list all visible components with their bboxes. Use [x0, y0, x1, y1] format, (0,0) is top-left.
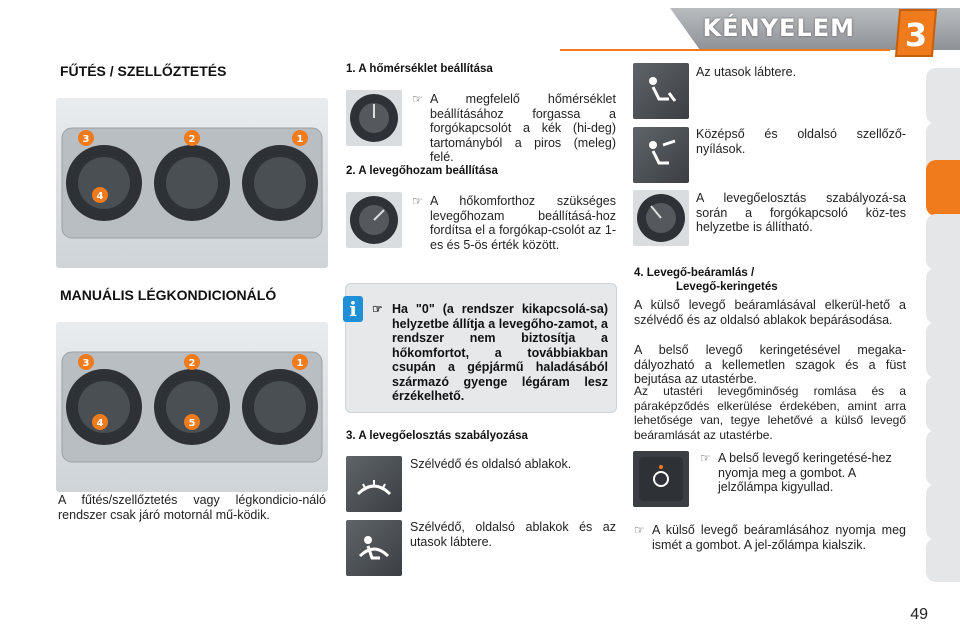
ac-panel-photo: [56, 322, 328, 492]
bullet-icon: ☞: [700, 451, 711, 465]
tab-chapter-4[interactable]: [926, 214, 960, 270]
feet-vent-icon: [633, 63, 689, 119]
info-icon: i: [343, 296, 363, 322]
distribution-knob-image: [633, 190, 689, 246]
item1-text: A megfelelő hőmérséklet beállításához forgassa a forgókapcsolót a kék (hi-deg) tartományból a piros (meleg) felé.: [430, 92, 616, 164]
bullet-icon: ☞: [634, 523, 645, 537]
tab-chapter-10[interactable]: [926, 538, 960, 582]
item3-row1: Szélvédő és oldalsó ablakok.: [410, 457, 572, 471]
section-title-ac: MANUÁLIS LÉGKONDICIONÁLÓ: [60, 287, 277, 303]
info-text: Ha "0" (a rendszer kikapcsolá-sa) helyzetbe állítja a levegőho-zamot, a rendszer nem biztosítja a hőkomfortot, a továbbiakban csupán a gépjármű haladásából származó gyenge légáram lesz érzékelhető.: [392, 302, 608, 403]
tab-chapter-6[interactable]: [926, 322, 960, 378]
tab-chapter-7[interactable]: [926, 376, 960, 432]
right-para2: A belső levegő keringetésével megaka-dályozható a kellemetlen szagok és a füst bejutása az utastérbe.: [634, 343, 906, 386]
face-vent-icon: [633, 127, 689, 183]
item4-title-line1: 4. Levegő-beáramlás /: [634, 267, 755, 279]
temperature-knob-image: [346, 90, 402, 146]
tab-chapter-8[interactable]: [926, 430, 960, 486]
svg-text:5: 5: [188, 418, 196, 429]
svg-text:3: 3: [82, 134, 90, 145]
chapter-number: 3: [904, 16, 928, 54]
section-title-heating: FŰTÉS / SZELLŐZTETÉS: [60, 63, 227, 79]
svg-text:2: 2: [188, 134, 196, 145]
svg-text:1: 1: [296, 134, 304, 145]
tab-chapter-3[interactable]: [926, 160, 960, 216]
page-number: 49: [910, 606, 928, 623]
item4-title-line2: Levegő-keringetés: [676, 281, 778, 293]
item3-row2: Szélvédő, oldalsó ablakok és az utasok lábtere.: [410, 520, 616, 549]
page-title: KÉNYELEM: [702, 14, 855, 42]
recirc-text: A belső levegő keringetésé-hez nyomja meg a gombot. A jelzőlámpa kigyullad.: [718, 451, 892, 494]
airflow-knob-image: [346, 192, 402, 248]
svg-text:4: 4: [96, 191, 104, 202]
windscreen-feet-icon: [346, 520, 402, 576]
item2-text: A hőkomforthoz szükséges levegőhozam beállításá-hoz fordítsa el a forgókap-csolót az 1-es és 5-ös érték között.: [430, 194, 616, 252]
bullet-icon: ☞: [372, 302, 383, 316]
right-para1: A külső levegő beáramlásával elkerül-hető a szélvédő és az oldalsó ablakok bepárásodása.: [634, 298, 906, 327]
recirculation-button-image: [633, 451, 689, 507]
item3-title: 3. A levegőelosztás szabályozása: [346, 430, 528, 442]
bullet-icon: ☞: [412, 194, 423, 208]
svg-text:1: 1: [296, 358, 304, 369]
right-row3: A levegőelosztás szabályozá-sa során a forgókapcsoló köz-tes helyzetbe is állítható.: [696, 191, 906, 234]
tab-chapter-5[interactable]: [926, 268, 960, 324]
outside-air-text: A külső levegő beáramlásához nyomja meg ismét a gombot. A jel-zőlámpa kialszik.: [652, 523, 906, 552]
tab-chapter-9[interactable]: [926, 484, 960, 540]
windscreen-demist-icon: [346, 456, 402, 512]
engine-note: A fűtés/szellőztetés vagy légkondicio-náló rendszer csak járó motornál mű-ködik.: [58, 493, 326, 522]
bullet-icon: ☞: [412, 92, 423, 106]
right-row2: Középső és oldalsó szellőző-nyílások.: [696, 127, 906, 156]
right-para3: Az utastéri levegőminőség romlása és a páraképződés elkerülése érdekében, amint arra lehetősége van, tegye lehetővé a külső levegő beáramlását az utastérbe.: [634, 384, 906, 442]
right-row1: Az utasok lábtere.: [696, 65, 797, 79]
svg-text:3: 3: [82, 358, 90, 369]
tab-chapter-1[interactable]: [926, 68, 960, 124]
item1-title: 1. A hőmérséklet beállítása: [346, 63, 493, 75]
svg-text:4: 4: [96, 418, 104, 429]
svg-text:2: 2: [188, 358, 196, 369]
chapter-badge: [892, 8, 940, 58]
heating-panel-photo: [56, 98, 328, 268]
item2-title: 2. A levegőhozam beállítása: [346, 165, 498, 177]
